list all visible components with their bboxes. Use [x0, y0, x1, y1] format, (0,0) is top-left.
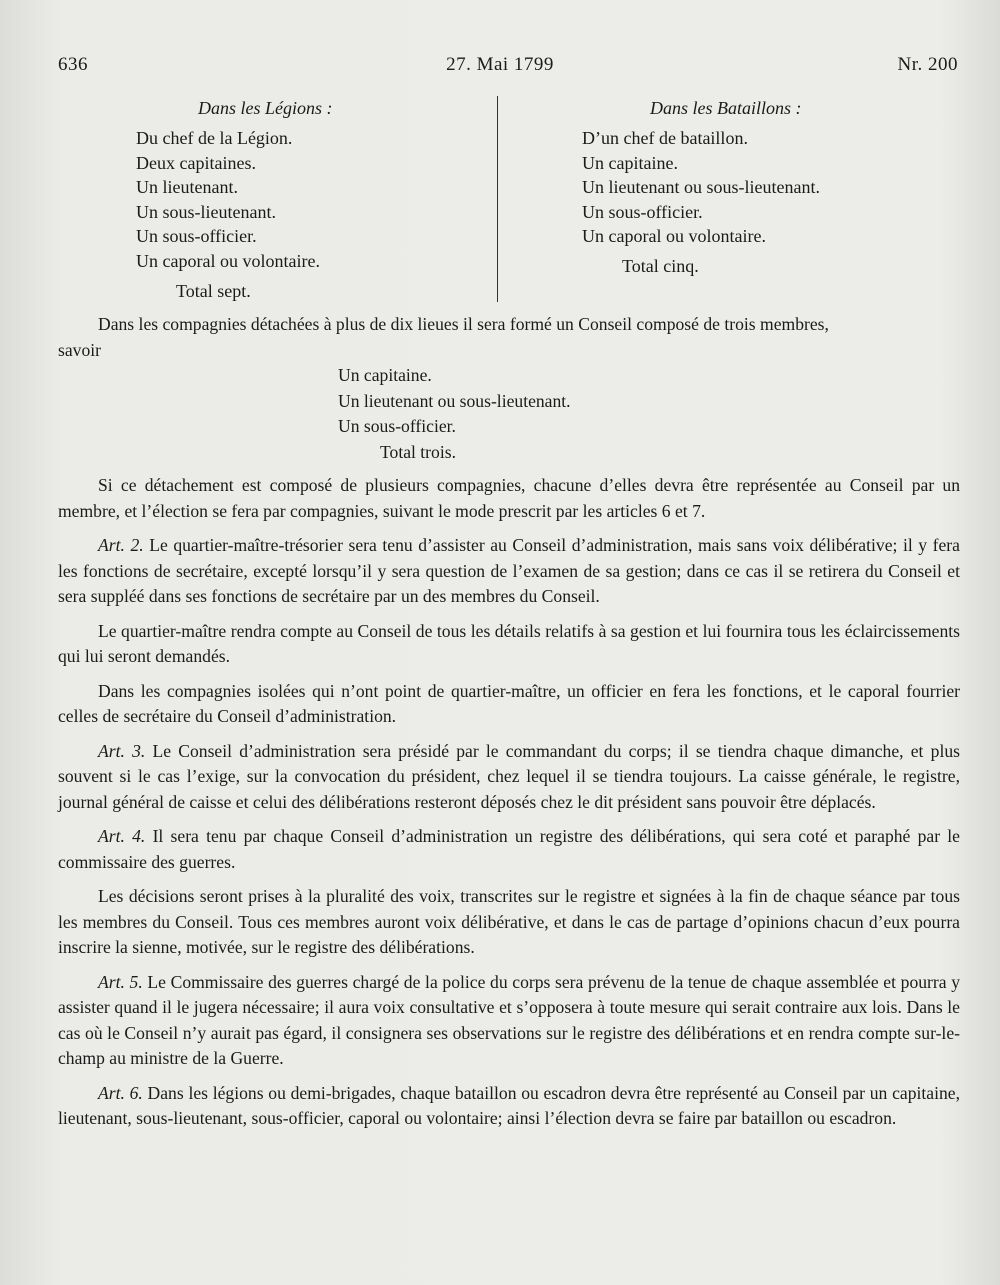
article-3-label: Art. 3.: [98, 740, 146, 761]
council-composition-columns: [0, 96, 1000, 306]
paragraph-decisions: Les décisions seront prises à la pluralité des voix, transcrites sur le registre et signées à la fin de chaque séance par tous les membres du Conseil. Tous ces membres auront voix délibérative, et dans le cas de partage d’opinions chacun d’eux pourra inscrire la sienne, motivée, sur le registre des délibérations.: [58, 886, 960, 957]
article-6-label: Art. 6.: [98, 1082, 143, 1103]
article-3: [58, 739, 960, 816]
column-divider: [497, 96, 498, 302]
bataillons-item: Un caporal ou volontaire.: [582, 226, 766, 247]
compagnies-list: [58, 363, 960, 440]
bataillons-column: [582, 96, 962, 278]
running-head: [0, 54, 1000, 84]
article-2-text: Le quartier-maître-trésorier sera tenu d’assister au Conseil d’administration, mais sans voix délibérative; il y fera les fonctions de secrétaire, excepté lorsqu’il y sera question de l’examen de sa gestion; dans ce cas il se retirera du Conseil et sera suppléé dans ses fonctions de secrétaire par un des membres du Conseil.: [58, 535, 960, 606]
bataillons-item: Un lieutenant ou sous-lieutenant.: [582, 177, 820, 198]
compagnies-item: Un sous-officier.: [338, 416, 456, 436]
article-4: [58, 824, 960, 875]
bataillons-heading: Dans les Bataillons :: [650, 98, 802, 118]
article-4-text: Il sera tenu par chaque Conseil d’administration un registre des délibérations, qui sera coté et paraphé par le commissaire des guerres.: [58, 826, 960, 872]
article-4-label: Art. 4.: [98, 826, 146, 846]
bataillons-item: Un capitaine.: [582, 152, 678, 173]
article-6-text: Dans les légions ou demi-brigades, chaque bataillon ou escadron devra être représenté au Conseil par un capitaine, lieutenant, sous-lieutenant, sous-officier, caporal ou volontaire; ainsi l’élection devra se faire par bataillon ou escadron.: [58, 1082, 960, 1128]
article-2-label: Art. 2.: [98, 535, 144, 555]
article-6: [58, 1081, 960, 1132]
paragraph-savoir: savoir: [58, 339, 101, 360]
article-5: [58, 970, 960, 1072]
legions-total: Total sept.: [176, 280, 251, 301]
compagnies-total: Total trois.: [380, 441, 456, 462]
paragraph-compagnies-isolees: Dans les compagnies isolées qui n’ont point de quartier-maître, un officier en fera les fonctions, et le caporal fourrier celles de secrétaire du Conseil d’administration.: [58, 680, 960, 726]
article-3-text: Le Conseil d’administration sera présidé par le commandant du corps; il se tiendra chaque dimanche, et plus souvent si le cas l’exige, sur la convocation du président, chez lequel il se tiendra toujours. La caisse générale, le registre, journal général de caisse et celui des délibérations resteront déposés chez le dit président sans pouvoir être déplacés.: [58, 740, 960, 812]
legions-item: Un caporal ou volontaire.: [136, 250, 320, 271]
article-2: [58, 533, 960, 610]
bataillons-item: Un sous-officier.: [582, 201, 703, 222]
page-date: 27. Mai 1799: [446, 54, 554, 75]
compagnies-item: Un lieutenant ou sous-lieutenant.: [338, 390, 571, 411]
bataillons-item: D’un chef de bataillon.: [582, 128, 748, 148]
legions-item: Un sous-lieutenant.: [136, 201, 276, 222]
legions-item: Un lieutenant.: [136, 177, 238, 198]
legions-item: Deux capitaines.: [136, 152, 256, 173]
document-number: Nr. 200: [897, 54, 958, 75]
legions-item: Un sous-officier.: [136, 226, 257, 247]
paragraph-compagnies-detachees: Dans les compagnies détachées à plus de dix lieues il sera formé un Conseil composé de trois membres,: [98, 314, 829, 334]
article-5-text: Le Commissaire des guerres chargé de la police du corps sera prévenu de la tenue de chaque assemblée et pourra y assister quand il le jugera nécessaire; il aura voix consultative et s’opposera à toute mesure qui serait contraire aux lois. Dans le cas où le Conseil n’y aurait pas égard, il consignera ses observations sur le registre des délibérations et en rendra compte sur-le-champ au ministre de la Guerre.: [58, 971, 960, 1068]
compagnies-item: Un capitaine.: [338, 365, 432, 385]
body-text: [58, 312, 960, 1132]
legions-item: Du chef de la Légion.: [136, 128, 293, 148]
paragraph-detachement: Si ce détachement est composé de plusieurs compagnies, chacune d’elles devra être représentée au Conseil par un membre, et l’élection se fera par compagnies, suivant le mode prescrit par les articles 6 et 7.: [58, 475, 960, 521]
legions-column: [136, 96, 486, 303]
paragraph-quartier-maitre: Le quartier-maître rendra compte au Conseil de tous les détails relatifs à sa gestion et lui fournira tous les éclaircissements qui lui seront demandés.: [58, 620, 960, 666]
bataillons-total: Total cinq.: [622, 255, 699, 276]
page-number: 636: [58, 54, 88, 75]
article-5-label: Art. 5.: [98, 971, 143, 992]
legions-heading: Dans les Légions :: [198, 98, 333, 118]
